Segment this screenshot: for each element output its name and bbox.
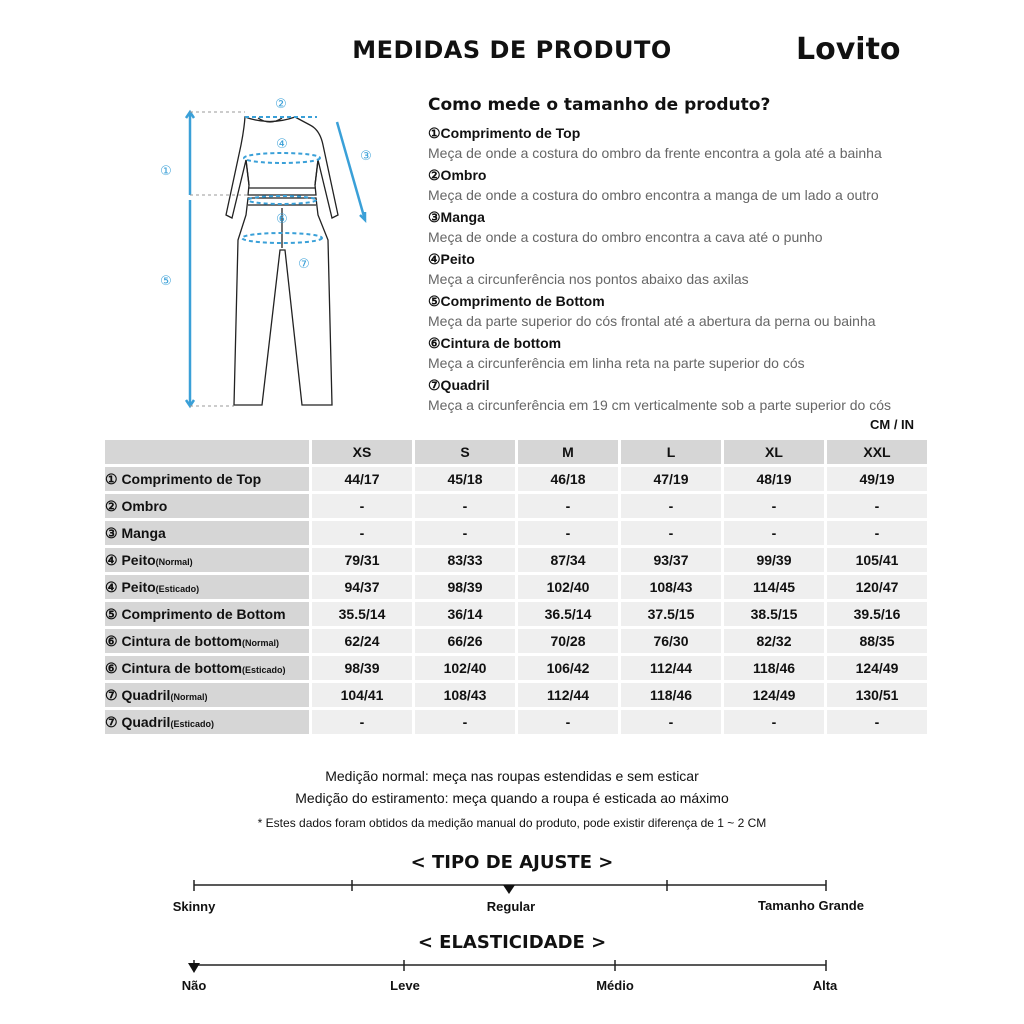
row-label-text: ⑥ Cintura de bottom <box>105 659 242 676</box>
table-cell: 37.5/15 <box>621 602 721 626</box>
row-label-subtext: (Esticado) <box>155 583 200 594</box>
row-label-text: ⑤ Comprimento de Bottom <box>105 605 286 622</box>
table-cell: 70/28 <box>518 629 618 653</box>
table-cell: - <box>621 710 721 734</box>
instruction-item <box>428 123 968 163</box>
table-row <box>105 710 927 734</box>
table-cell: - <box>724 710 824 734</box>
table-cell: 76/30 <box>621 629 721 653</box>
instruction-name: ⑦Quadril <box>428 377 490 393</box>
instruction-item <box>428 165 968 205</box>
elasticity-label-light: Leve <box>390 978 420 993</box>
elasticity-label-medium: Médio <box>596 978 634 993</box>
marker-5: ⑤ <box>160 274 172 289</box>
size-column-header: XS <box>312 440 412 464</box>
instruction-name: ②Ombro <box>428 167 487 183</box>
table-cell: 49/19 <box>827 467 927 491</box>
table-cell: 98/39 <box>415 575 515 599</box>
table-cell: 99/39 <box>724 548 824 572</box>
page-title: MEDIDAS DE PRODUTO <box>352 36 672 64</box>
table-cell: - <box>621 521 721 545</box>
marker-3: ③ <box>360 149 372 164</box>
table-cell: 93/37 <box>621 548 721 572</box>
row-label-text: ⑦ Quadril <box>105 713 171 730</box>
row-label-text: ① Comprimento de Top <box>105 470 262 487</box>
table-cell: 35.5/14 <box>312 602 412 626</box>
instructions-title: Como mede o tamanho de produto? <box>428 95 771 115</box>
size-column-header: M <box>518 440 618 464</box>
table-cell: 105/41 <box>827 548 927 572</box>
instruction-item <box>428 291 968 331</box>
table-cell: 114/45 <box>724 575 824 599</box>
marker-4: ④ <box>276 137 288 152</box>
table-cell: 36.5/14 <box>518 602 618 626</box>
table-cell: 79/31 <box>312 548 412 572</box>
marker-1: ① <box>160 164 172 179</box>
instruction-item <box>428 249 968 289</box>
table-cell: 130/51 <box>827 683 927 707</box>
row-label <box>105 602 309 626</box>
table-cell: 44/17 <box>312 467 412 491</box>
instruction-name: ⑤Comprimento de Bottom <box>428 293 605 309</box>
size-column-header: XXL <box>827 440 927 464</box>
table-cell: 48/19 <box>724 467 824 491</box>
fit-label-regular: Regular <box>486 899 536 914</box>
row-label-subtext: (Normal) <box>155 556 193 567</box>
row-label-subtext: (Esticado) <box>242 664 286 675</box>
table-row <box>105 548 927 572</box>
instruction-desc: Meça a circunferência nos pontos abaixo das axilas <box>428 271 749 287</box>
row-label-subtext: (Esticado) <box>170 718 214 729</box>
table-cell: 108/43 <box>415 683 515 707</box>
elasticity-label-none: Não <box>181 978 207 993</box>
instruction-desc: Meça da parte superior do cós frontal até a abertura da perna ou bainha <box>428 313 876 329</box>
fit-selected-marker <box>503 885 515 894</box>
measurement-instructions <box>428 95 968 417</box>
instruction-desc: Meça a circunferência em 19 cm verticalmente sob a parte superior do cós <box>428 397 891 413</box>
table-cell: 104/41 <box>312 683 412 707</box>
note-disclaimer: * Estes dados foram obtidos da medição manual do produto, pode existir diferença de 1 ~ 2 CM <box>257 816 767 830</box>
instruction-desc: Meça de onde a costura do ombro encontra a manga de um lado a outro <box>428 187 879 203</box>
elasticity-label-high: Alta <box>812 978 838 993</box>
instruction-item <box>428 375 968 415</box>
row-label <box>105 575 309 599</box>
table-cell: - <box>621 494 721 518</box>
row-label <box>105 629 309 653</box>
row-label <box>105 548 309 572</box>
row-label <box>105 710 309 734</box>
size-column-header: S <box>415 440 515 464</box>
row-label-text: ③ Manga <box>105 524 166 541</box>
table-cell: 66/26 <box>415 629 515 653</box>
marker-2: ② <box>275 97 287 112</box>
brand-logo: Lovito <box>796 32 901 67</box>
marker-6: ⑥ <box>276 212 288 227</box>
marker-7: ⑦ <box>298 257 310 272</box>
table-cell: - <box>518 710 618 734</box>
row-label-text: ⑥ Cintura de bottom <box>105 632 242 649</box>
row-label <box>105 683 309 707</box>
table-cell: 88/35 <box>827 629 927 653</box>
row-label-text: ④ Peito <box>105 578 156 595</box>
table-cell: 39.5/16 <box>827 602 927 626</box>
table-cell: - <box>312 521 412 545</box>
table-cell: 83/33 <box>415 548 515 572</box>
size-table <box>102 437 930 737</box>
instruction-name: ⑥Cintura de bottom <box>428 335 562 351</box>
table-row <box>105 575 927 599</box>
table-cell: 102/40 <box>518 575 618 599</box>
fit-scale-title: < TIPO DE AJUSTE > <box>410 852 614 873</box>
table-row <box>105 683 927 707</box>
size-column-header: L <box>621 440 721 464</box>
garment-illustration <box>150 90 390 410</box>
table-cell: 87/34 <box>518 548 618 572</box>
table-cell: 102/40 <box>415 656 515 680</box>
row-label-subtext: (Normal) <box>170 691 208 702</box>
table-cell: - <box>827 710 927 734</box>
instruction-desc: Meça de onde a costura do ombro encontra a cava até o punho <box>428 229 823 245</box>
table-cell: 112/44 <box>518 683 618 707</box>
fit-label-skinny: Skinny <box>172 899 216 914</box>
measurement-notes <box>0 765 1024 833</box>
table-cell: 106/42 <box>518 656 618 680</box>
instruction-name: ①Comprimento de Top <box>428 125 581 141</box>
size-column-header: XL <box>724 440 824 464</box>
table-row <box>105 494 927 518</box>
table-cell: 120/47 <box>827 575 927 599</box>
table-cell: 118/46 <box>724 656 824 680</box>
row-label-text: ② Ombro <box>105 497 168 514</box>
instruction-desc: Meça de onde a costura do ombro da frente encontra a gola até a bainha <box>428 145 882 161</box>
table-cell: - <box>415 710 515 734</box>
table-row <box>105 629 927 653</box>
instruction-desc: Meça a circunferência em linha reta na parte superior do cós <box>428 355 805 371</box>
table-cell: - <box>827 521 927 545</box>
instruction-name: ③Manga <box>428 209 485 225</box>
table-cell: - <box>518 521 618 545</box>
table-cell: 46/18 <box>518 467 618 491</box>
elasticity-scale <box>0 955 1024 1015</box>
units-label: CM / IN <box>870 417 915 432</box>
table-cell: 62/24 <box>312 629 412 653</box>
table-cell: 82/32 <box>724 629 824 653</box>
table-cell: - <box>518 494 618 518</box>
table-cell: 38.5/15 <box>724 602 824 626</box>
note-stretch: Medição do estiramento: meça quando a roupa é esticada ao máximo <box>295 790 729 806</box>
row-label <box>105 521 309 545</box>
table-cell: 45/18 <box>415 467 515 491</box>
table-cell: - <box>827 494 927 518</box>
row-label <box>105 656 309 680</box>
row-label-subtext: (Normal) <box>242 637 280 648</box>
note-normal: Medição normal: meça nas roupas estendidas e sem esticar <box>325 768 699 784</box>
table-cell: - <box>415 494 515 518</box>
row-label-text: ⑦ Quadril <box>105 686 171 703</box>
row-label <box>105 467 309 491</box>
row-label-text: ④ Peito <box>105 551 156 568</box>
instruction-item <box>428 207 968 247</box>
table-cell: - <box>312 710 412 734</box>
table-row <box>105 602 927 626</box>
table-cell: 112/44 <box>621 656 721 680</box>
elasticity-scale-title: < ELASTICIDADE > <box>417 932 607 953</box>
table-cell: - <box>415 521 515 545</box>
table-cell: 124/49 <box>827 656 927 680</box>
table-corner <box>105 440 309 464</box>
table-cell: 124/49 <box>724 683 824 707</box>
table-cell: 108/43 <box>621 575 721 599</box>
table-cell: 94/37 <box>312 575 412 599</box>
table-cell: - <box>724 494 824 518</box>
instruction-name: ④Peito <box>428 251 475 267</box>
table-row <box>105 467 927 491</box>
table-row <box>105 656 927 680</box>
elasticity-selected-marker <box>188 963 200 973</box>
table-cell: 36/14 <box>415 602 515 626</box>
table-cell: - <box>312 494 412 518</box>
fit-label-oversized: Tamanho Grande <box>758 898 864 913</box>
table-cell: - <box>724 521 824 545</box>
table-row <box>105 521 927 545</box>
table-cell: 98/39 <box>312 656 412 680</box>
table-cell: 118/46 <box>621 683 721 707</box>
row-label <box>105 494 309 518</box>
table-cell: 47/19 <box>621 467 721 491</box>
instruction-item <box>428 333 968 373</box>
